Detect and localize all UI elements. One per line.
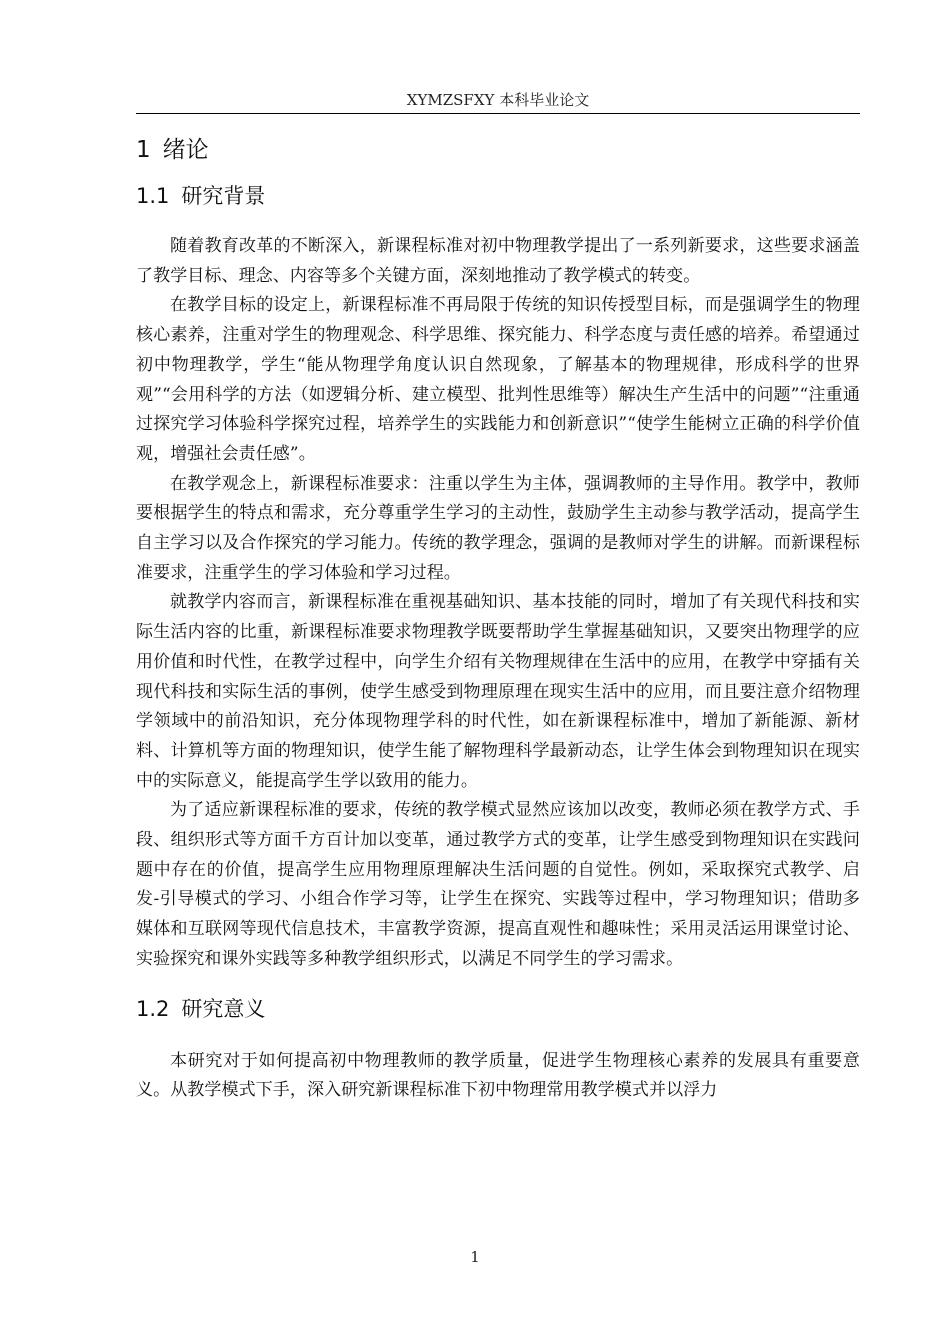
chapter-number: 1: [136, 137, 151, 163]
chapter-title: 绪论: [162, 137, 209, 163]
header-rule: [136, 113, 860, 114]
paragraph: 在教学观念上，新课程标准要求：注重以学生为主体，强调教师的主导作用。教学中，教师要根据学生的特点和需求，充分尊重学生学习的主动性，鼓励学生主动参与教学活动，提高学生自主学习以及合作探究的学习能力。传统的教学理念，强调的是教师对学生的讲解。而新课程标准要求，注重学生的学习体验和学习过程。: [136, 473, 860, 583]
page-number: 1: [470, 1248, 480, 1266]
section-heading-significance: [136, 987, 860, 1031]
section-title: 研究背景: [181, 184, 266, 208]
section-number: 1.2: [136, 996, 170, 1021]
paragraph: 为了适应新课程标准的要求，传统的教学模式显然应该加以改变，教师必须在教学方式、手段、组织形式等方面千方百计加以变革，通过教学方式的变革，让学生感受到物理知识在实践问题中存在的价值，提高学生应用物理原理解决生活问题的自觉性。例如，采取探究式教学、启发-引导模式的学习、小组合作学习等，让学生在探究、实践等过程中，学习物理知识；借助多媒体和互联网等现代信息技术，丰富教学资源，提高直观性和趣味性；采用灵活运用课堂讨论、实验探究和课外实践等多种教学组织形式，以满足不同学生的学习需求。: [136, 800, 860, 969]
paragraph: 随着教育改革的不断深入，新课程标准对初中物理教学提出了一系列新要求，这些要求涵盖了教学目标、理念、内容等多个关键方面，深刻地推动了教学模式的转变。: [136, 236, 860, 286]
running-header: XYMZSFXY 本科毕业论文: [406, 91, 590, 109]
paragraph: 本研究对于如何提高初中物理教师的教学质量，促进学生物理核心素养的发展具有重要意义。从教学模式下手，深入研究新课程标准下初中物理常用教学模式并以浮力: [136, 1050, 860, 1101]
chapter-heading: [136, 128, 860, 172]
page-content: [136, 128, 860, 1106]
section-number: 1.1: [136, 184, 170, 208]
section-heading-background: [136, 174, 860, 218]
paragraph: 在教学目标的设定上，新课程标准不再局限于传统的知识传授型目标，而是强调学生的物理核心素养，注重对学生的物理观念、科学思维、探究能力、科学态度与责任感的培养。希望通过初中物理教学，学生“能从物理学角度认识自然现象，了解基本的物理规律，形成科学的世界观”“会用科学的方法（如逻辑分析、建立模型、批判性思维等）解决生产生活中的问题”“注重通过探究学习体验科学探究过程，培养学生的实践能力和创新意识”“使学生能树立正确的科学价值观，增强社会责任感”。: [136, 295, 860, 464]
paragraph: 就教学内容而言，新课程标准在重视基础知识、基本技能的同时，增加了有关现代科技和实际生活内容的比重，新课程标准要求物理教学既要帮助学生掌握基础知识，又要突出物理学的应用价值和时代性，在教学过程中，向学生介绍有关物理规律在生活中的应用，在教学中穿插有关现代科技和实际生活的事例，使学生感受到物理原理在现实生活中的应用，而且要注意介绍物理学领域中的前沿知识，充分体现物理学科的时代性，如在新课程标准中，增加了新能源、新材料、计算机等方面的物理知识，使学生能了解物理科学最新动态，让学生体会到物理知识在现实中的实际意义，能提高学生学以致用的能力。: [136, 592, 860, 791]
section-title: 研究意义: [181, 996, 266, 1021]
